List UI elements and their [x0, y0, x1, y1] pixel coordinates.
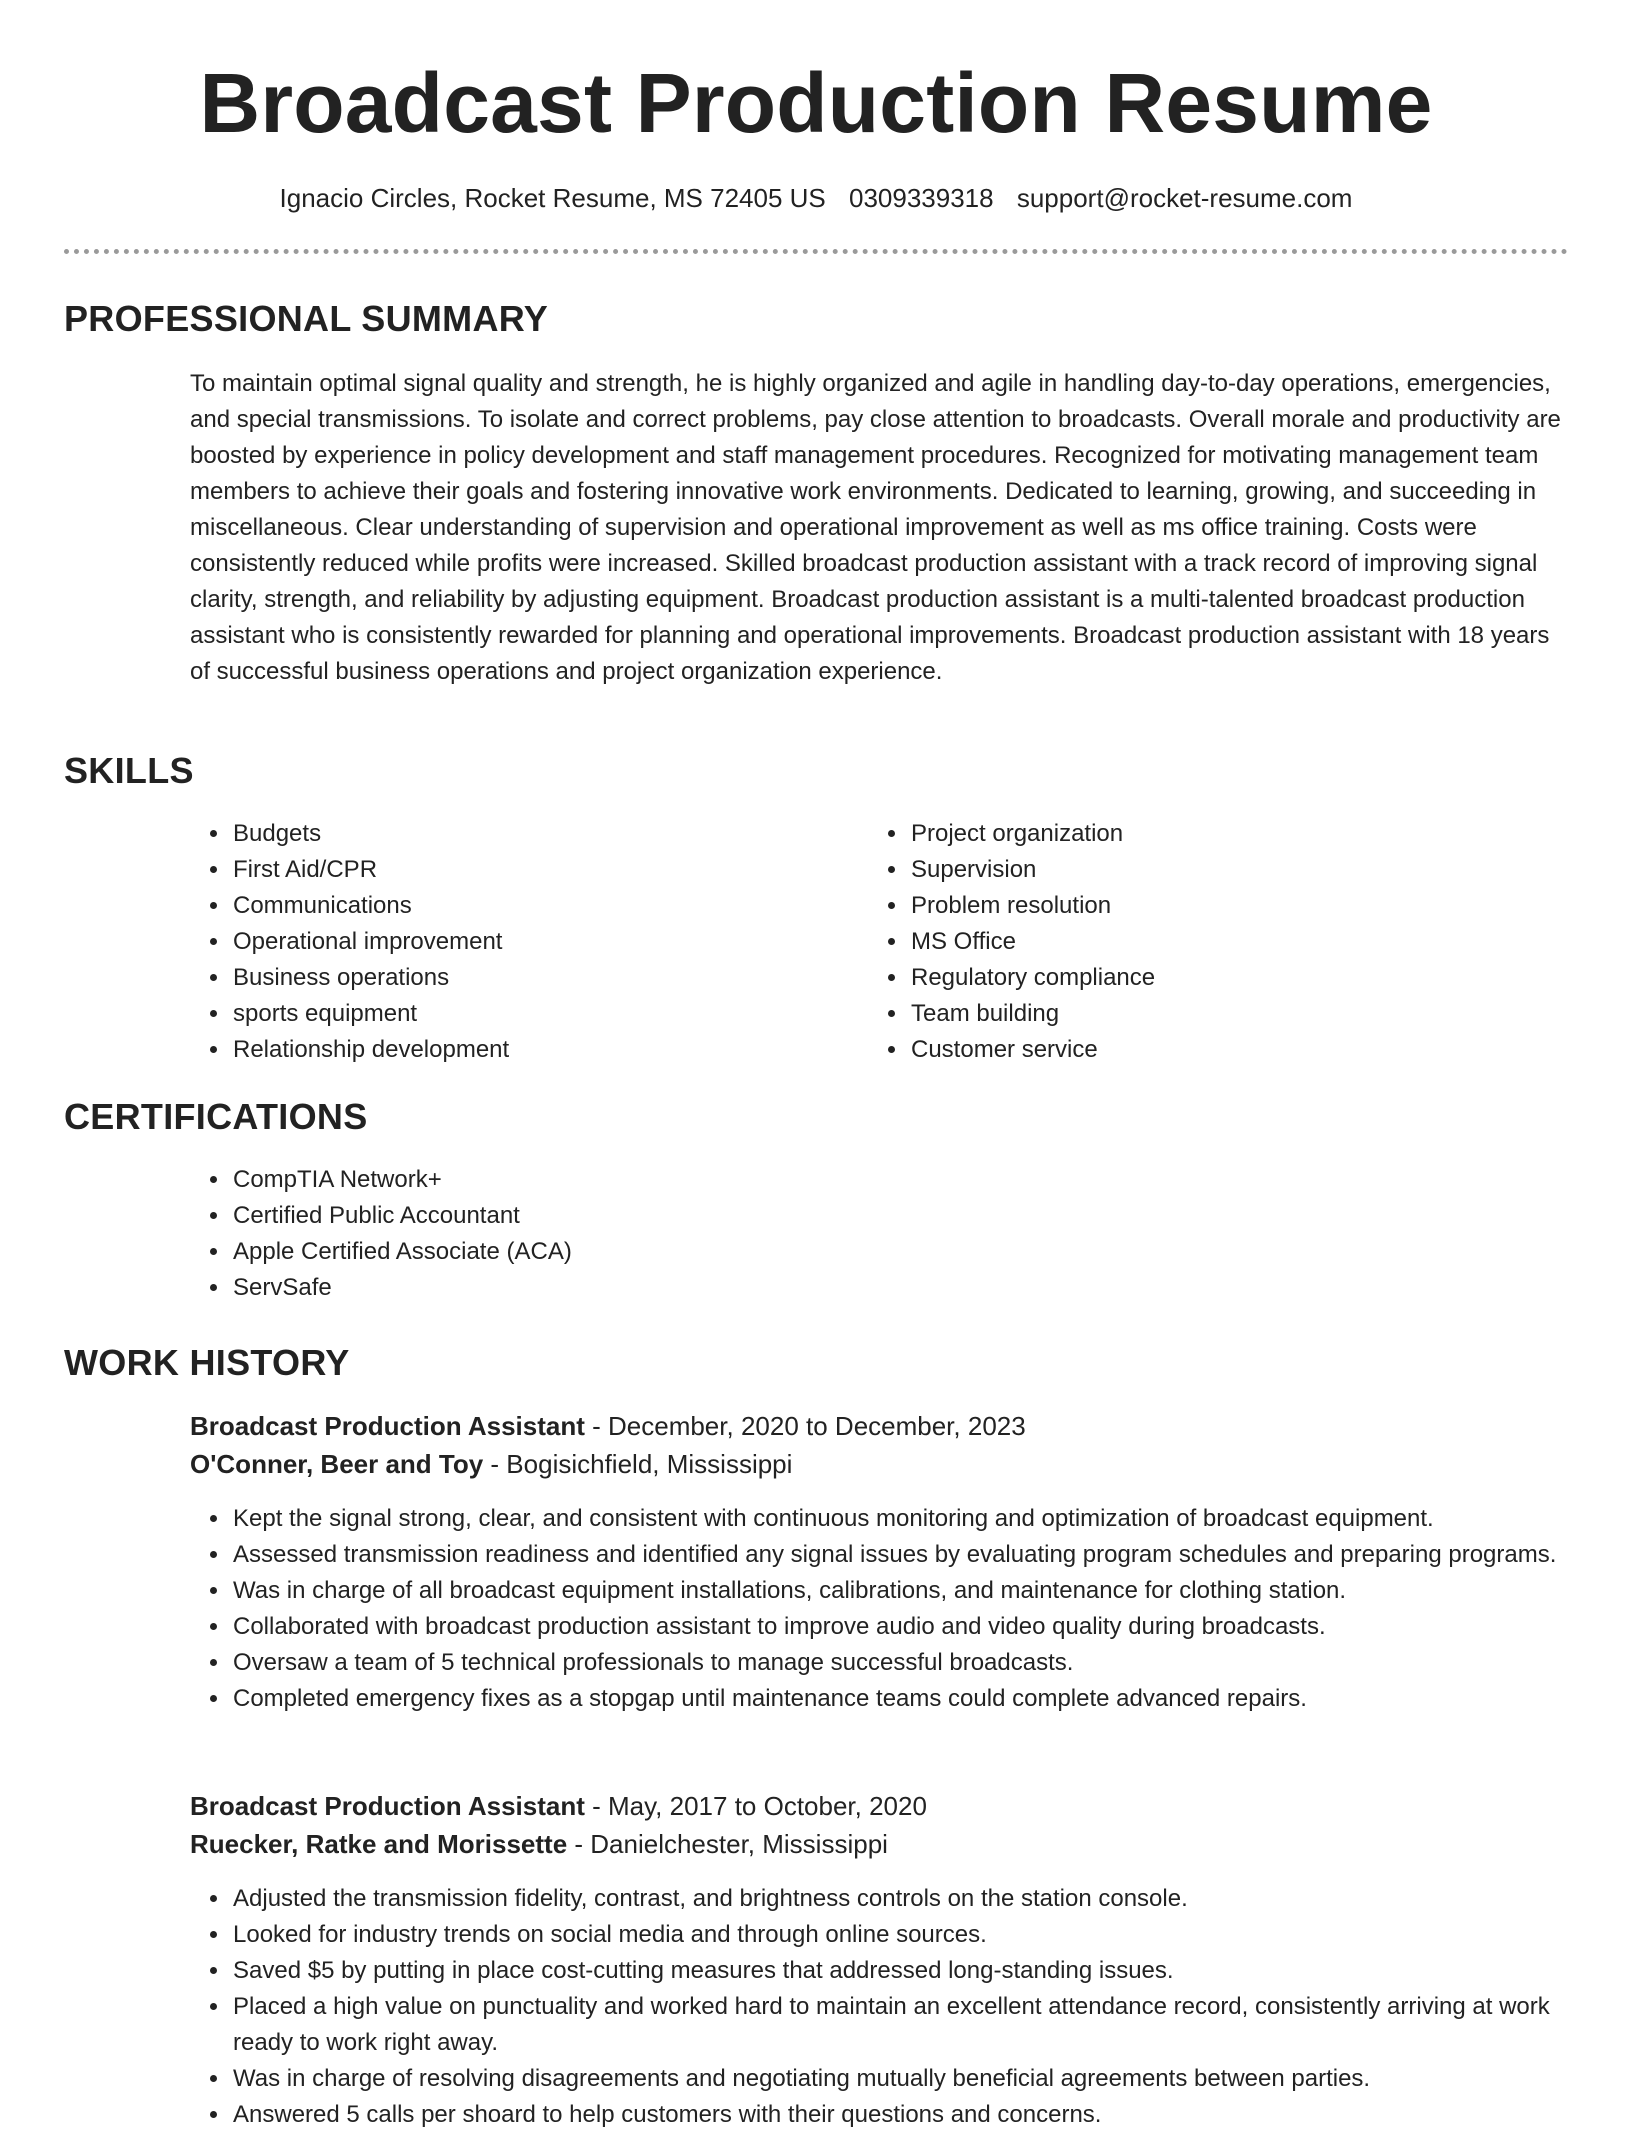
job-title-line	[190, 1407, 1026, 1445]
job-bullets	[188, 1881, 1613, 2133]
certifications-list	[188, 1162, 1031, 1306]
job-location: - Bogisichfield, Mississippi	[483, 1449, 793, 1479]
skill-item: • Project organization	[909, 816, 1509, 852]
job-company: Ruecker, Ratke and Morissette	[190, 1829, 568, 1859]
skill-item: • Budgets	[231, 816, 831, 852]
work-history-heading: WORK HISTORY	[64, 1342, 350, 1383]
skill-item: • Business operations	[231, 960, 831, 996]
job-bullet: • Completed emergency fixes as a stopgap until maintenance teams could complete advanced repairs.	[231, 1681, 1613, 1717]
contact-line	[0, 178, 1632, 218]
job-bullet: • Was in charge of resolving disagreements and negotiating mutually beneficial agreements between parties.	[231, 2061, 1613, 2097]
job-bullet: • Was in charge of all broadcast equipment installations, calibrations, and maintenance for clothing station.	[231, 1573, 1613, 1609]
skill-item: • sports equipment	[231, 996, 831, 1032]
skill-item: • Customer service	[909, 1032, 1509, 1068]
job-bullet: • Looked for industry trends on social media and through online sources.	[231, 1917, 1613, 1953]
job-bullet: • Saved $5 by putting in place cost-cutting measures that addressed long-standing issues.	[231, 1953, 1613, 1989]
certification-item: • ServSafe	[231, 1270, 1031, 1306]
contact-email[interactable]: support@rocket-resume.com	[1016, 183, 1353, 213]
job-title: Broadcast Production Assistant	[190, 1791, 585, 1821]
skill-item: • Operational improvement	[231, 924, 831, 960]
skills-list-left	[188, 816, 831, 1068]
job-bullet: • Collaborated with broadcast production assistant to improve audio and video quality during broadcasts.	[231, 1609, 1613, 1645]
skills-heading: SKILLS	[64, 750, 194, 791]
skill-item: • Problem resolution	[909, 888, 1509, 924]
certification-item: • Apple Certified Associate (ACA)	[231, 1234, 1031, 1270]
skill-item: • MS Office	[909, 924, 1509, 960]
skill-item: • First Aid/CPR	[231, 852, 831, 888]
job-bullet: • Adjusted the transmission fidelity, contrast, and brightness controls on the station console.	[231, 1881, 1613, 1917]
skills-list-right	[866, 816, 1509, 1068]
certification-item: • CompTIA Network+	[231, 1162, 1031, 1198]
job-bullet: • Kept the signal strong, clear, and consistent with continuous monitoring and optimization of broadcast equipment.	[231, 1501, 1613, 1537]
job-company: O'Conner, Beer and Toy	[190, 1449, 484, 1479]
job-company-line	[190, 1825, 888, 1863]
job-location: - Danielchester, Mississippi	[567, 1829, 888, 1859]
certifications-heading: CERTIFICATIONS	[64, 1096, 368, 1137]
contact-address: Ignacio Circles, Rocket Resume, MS 72405 US	[279, 183, 826, 213]
job-dates: - December, 2020 to December, 2023	[584, 1411, 1026, 1441]
job-dates: - May, 2017 to October, 2020	[584, 1791, 927, 1821]
certification-item: • Certified Public Accountant	[231, 1198, 1031, 1234]
skill-item: • Supervision	[909, 852, 1509, 888]
summary-text: To maintain optimal signal quality and strength, he is highly organized and agile in handling day-to-day operations, emergencies, and special transmissions. To isolate and correct problems, pay close attention to broadcasts. Overall morale and productivity are boosted by experience in policy development and staff management procedures. Recognized for motivating management team members to achieve their goals and fostering innovative work environments. Dedicated to learning, growing, and succeeding in miscellaneous. Clear understanding of supervision and operational improvement as well as ms office training. Costs were consistently reduced while profits were increased. Skilled broadcast production assistant with a track record of improving signal clarity, strength, and reliability by adjusting equipment. Broadcast production assistant is a multi-talented broadcast production assistant who is consistently rewarded for planning and operational improvements. Broadcast production assistant with 18 years of successful business operations and project organization experience.	[190, 370, 1561, 685]
job-bullet: • Answered 5 calls per shoard to help customers with their questions and concerns.	[231, 2097, 1613, 2133]
job-company-line	[190, 1445, 792, 1483]
job-title-line	[190, 1787, 927, 1825]
skill-item: • Regulatory compliance	[909, 960, 1509, 996]
job-bullet: • Placed a high value on punctuality and worked hard to maintain an excellent attendance record, consistently arriving at work ready to work right away.	[231, 1989, 1613, 2061]
skill-item: • Communications	[231, 888, 831, 924]
job-bullet: • Assessed transmission readiness and identified any signal issues by evaluating program schedules and preparing programs.	[231, 1537, 1613, 1573]
contact-phone: 0309339318	[849, 183, 994, 213]
job-title: Broadcast Production Assistant	[190, 1411, 585, 1441]
job-bullets	[188, 1501, 1613, 1717]
header-divider	[64, 249, 1568, 254]
job-bullet: • Oversaw a team of 5 technical professionals to manage successful broadcasts.	[231, 1645, 1613, 1681]
skill-item: • Relationship development	[231, 1032, 831, 1068]
summary-heading: PROFESSIONAL SUMMARY	[64, 298, 549, 339]
skill-item: • Team building	[909, 996, 1509, 1032]
page-title: Broadcast Production Resume	[199, 56, 1433, 150]
